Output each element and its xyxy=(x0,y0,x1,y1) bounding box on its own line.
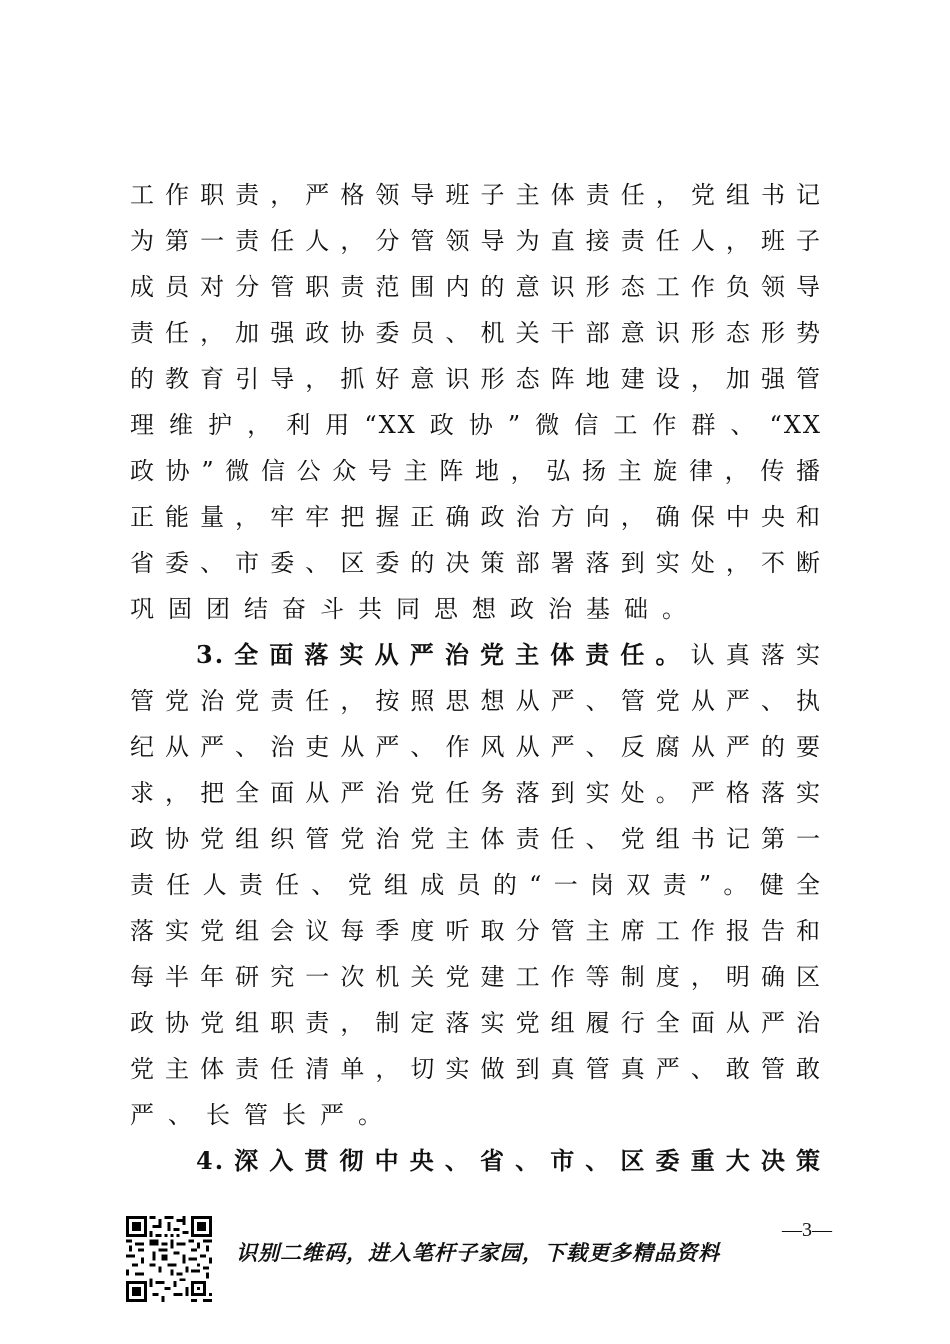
qr-code-icon[interactable] xyxy=(126,1216,212,1302)
paragraph-line: 每半年研究一次机关党建工作等制度，明确区 xyxy=(130,963,822,991)
download-promo-text: 识别二维码，进入笔杆子家园，下载更多精品资料 xyxy=(236,1240,720,1265)
paragraph-line: 责任人责任、党组成员的“一岗双责”。健全 xyxy=(130,871,822,899)
paragraph-first-line xyxy=(196,640,822,670)
paragraph-line: 的教育引导，抓好意识形态阵地建设，加强管 xyxy=(130,365,822,393)
paragraph-line: 政协党组织管党治党主体责任、党组书记第一 xyxy=(130,825,822,853)
section-heading: 3.全面落实从严治党主体责任。 xyxy=(196,640,691,669)
paragraph-line: 政协党组职责，制定落实党组履行全面从严治 xyxy=(130,1009,822,1037)
paragraph-line: 严、长管长严。 xyxy=(130,1101,396,1129)
paragraph-line: 为第一责任人，分管领导为直接责任人，班子 xyxy=(130,227,822,255)
paragraph-line: 工作职责，严格领导班子主体责任，党组书记 xyxy=(130,181,822,209)
paragraph-line: 理维护，利用“XX政协”微信工作群、“XX xyxy=(130,411,822,439)
paragraph-line: 成员对分管职责范围内的意识形态工作负领导 xyxy=(130,273,822,301)
paragraph-line: 求，把全面从严治党任务落到实处。严格落实 xyxy=(130,779,822,807)
paragraph-line: 落实党组会议每季度听取分管主席工作报告和 xyxy=(130,917,822,945)
paragraph-line: 巩固团结奋斗共同思想政治基础。 xyxy=(130,595,700,623)
qr-code-graphic xyxy=(126,1216,212,1302)
paragraph-text: 认真落实 xyxy=(690,641,822,669)
paragraph-line: 省委、市委、区委的决策部署落到实处，不断 xyxy=(130,549,822,577)
page-number: —3— xyxy=(782,1219,832,1241)
paragraph-line: 纪从严、治吏从严、作风从严、反腐从严的要 xyxy=(130,733,822,761)
paragraph-line: 管党治党责任，按照思想从严、管党从严、执 xyxy=(130,687,822,715)
section-heading: 4.深入贯彻中央、省、市、区委重大决策 xyxy=(196,1146,822,1175)
paragraph-line: 党主体责任清单，切实做到真管真严、敢管敢 xyxy=(130,1055,822,1083)
paragraph-line: 政协”微信公众号主阵地，弘扬主旋律，传播 xyxy=(130,457,822,485)
paragraph-line: 正能量，牢牢把握正确政治方向，确保中央和 xyxy=(130,503,822,531)
paragraph-line: 责任，加强政协委员、机关干部意识形态形势 xyxy=(130,319,822,347)
